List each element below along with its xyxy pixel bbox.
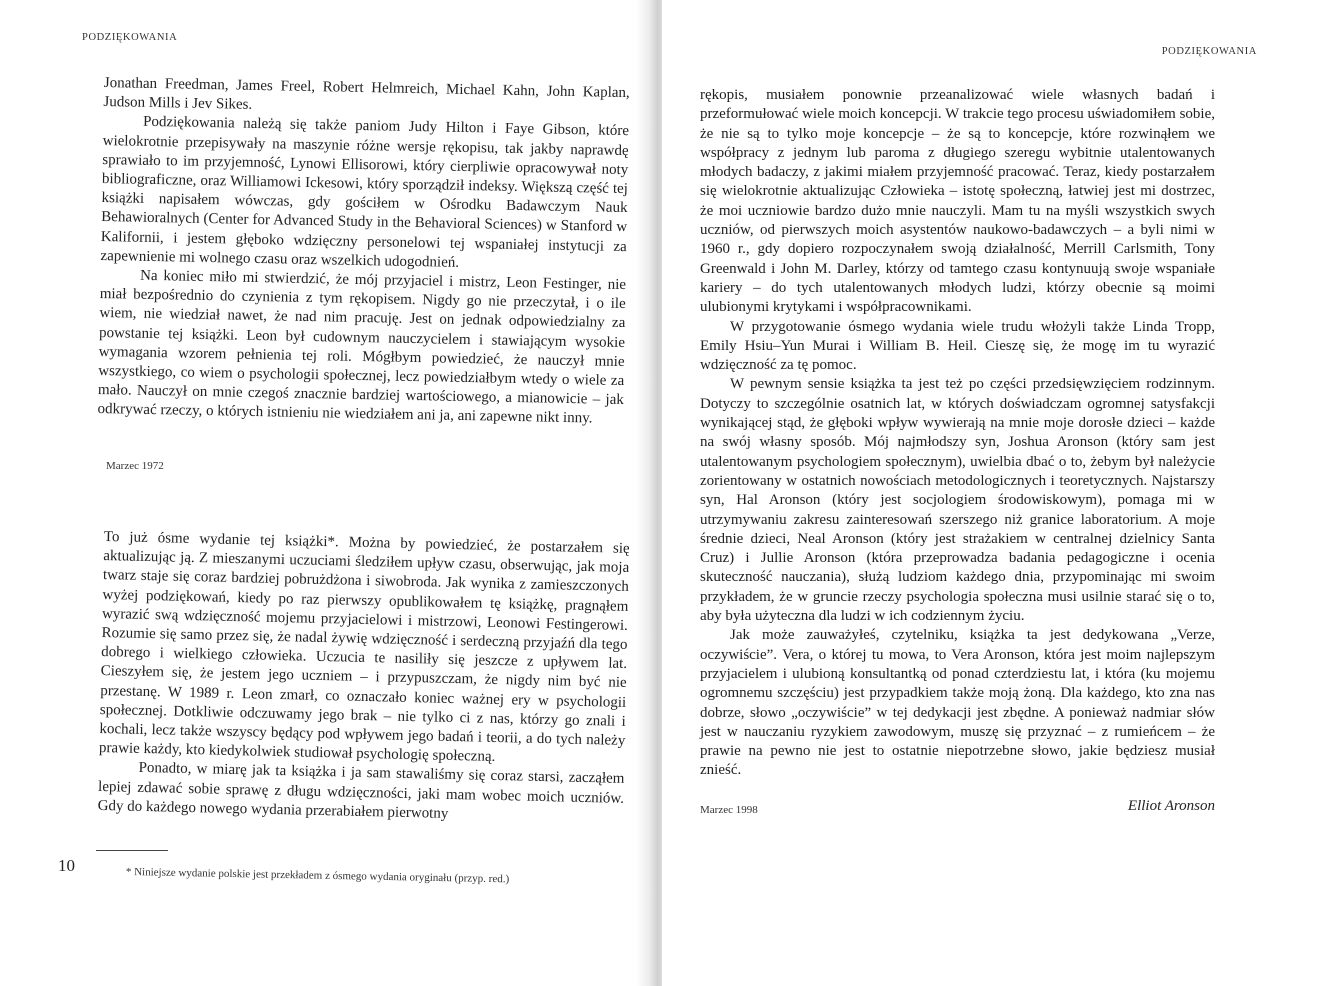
paragraph: rękopis, musiałem ponownie przeanalizować wiele własnych badań i przeformułować wiele moich koncepcji. W trakcie tego procesu uświadomiłem sobie, że nie są to tylko moje koncepcje – że są to koncepcje, które rozwinąłem we współpracy z jednym lub paroma z długiego szeregu wybitnie utalentowanych młodych badaczy, z jakimi miałem przyjemność pracować. Teraz, kiedy postarzałem się wielokrotnie aktualizując Człowieka – istotę społeczną, łatwiej jest mi dostrzec, że moi uczniowie bardzo dużo mnie nauczyli. Mam tu na myśli wszystkich swych uczniów, od pierwszych moich asystentów naukowo-badawczych – a byli nimi w 1960 r., gdy dopiero rozpoczynałem swoją działalność, Merrill Carlsmith, Tony Greenwald i John M. Darley, którzy od tamtego czasu kontynuują swoje wspaniałe kariery – do tych utalentowanych młodych ludzi, którzy obecnie są moimi ulubionymi krytykami i współpracownikami. xyxy=(700,87,1215,316)
paragraph: W przygotowanie ósmego wydania wiele trudu włożyli także Linda Tropp, Emily Hsiu–Yun Murai i William B. Heil. Cieszę się, że mogę im tu wyrazić wdzięczność za tę pomoc. xyxy=(700,318,1215,374)
acknowledgements-text-1998 xyxy=(97,528,629,828)
footnote: * Niniejsze wydanie polskie jest przekładem z ósmego wydania oryginału (przyp. red.) xyxy=(125,866,510,886)
running-head: PODZIĘKOWANIA xyxy=(1161,46,1257,57)
page-number: 10 xyxy=(58,856,75,875)
date-1998: Marzec 1998 xyxy=(700,804,758,816)
left-page xyxy=(0,0,650,986)
paragraph: Jak może zauważyłeś, czytelniku, książka ta jest dedykowana „Verze, oczywiście”. Vera, o której tu mowa, to Vera Aronson, która jest moim najlepszym przyjacielem i ulubioną konsultantką od ponad czterdziestu lat, i która (ku mojemu ogromnemu szczęściu) jest przypadkiem także moją żoną. Dla każdego, kto zna nas dobrze, słowo „oczywiście” w tej dedykacji jest zbędne. A ponieważ nadmiar słów jest w nauczaniu ryzykiem zawodowym, muszę się przyznać – z rumieńcem – że prawie na pewno nie jest to ostatnie niepotrzebne słowo, jakie będziesz musiał znieść. xyxy=(700,627,1215,779)
paragraph: Ponadto, w miarę jak ta książka i ja sam stawaliśmy się coraz starsi, zacząłem lepiej zdawać sobie sprawę z długu wdzięczności, jaki mam wobec moich uczniów. Gdy do każdego nowego wydania przerabiałem pierwotny xyxy=(97,760,625,822)
date-1972: Marzec 1972 xyxy=(106,460,164,472)
author-signature: Elliot Aronson xyxy=(1127,798,1215,814)
running-head: PODZIĘKOWANIA xyxy=(82,32,178,43)
paragraph: Podziękowania należą się także paniom Judy Hilton i Faye Gibson, które wielokrotnie przepisywały na maszynie różne wersje rękopisu, tak jakby naprawdę sprawiało to im przyjemność, Lynowi Ellisorowi, który cierpliwie opracowywał noty bibliograficzne, oraz Williamowi Ickesowi, który sporządził indeksy. Większą część tej książki napisałem wówczas, gdy gościłem w Ośrodku Badawczym Nauk Behawioralnych (Center for Advanced Study in the Behavioral Sciences) w Stanford w Kalifornii, i jestem głęboko wdzięczny personelowi tej wspaniałej instytucji za zapewnienie mi wolnego czasu oraz wszelkich udogodnień. xyxy=(100,114,630,271)
paragraph: To już ósme wydanie tej książki*. Można by powiedzieć, że postarzałem się aktualizując ją. Z mieszanymi uczuciami śledziłem upływ czasu, obserwując, jak moja twarz staje się coraz bardziej pobrużdżona i siwobroda. Jak wynika z zamieszczonych wyżej podziękowań, kiedy po raz pierwszy opublikowałem tę książkę, pragnąłem wyrazić swą wdzięczność mojemu przyjacielowi i mistrzowi, Leonowi Festingerowi. Rozumie się samo przez się, że nadal żywię wdzięczność i serdeczną przyjaźń dla tego dobrego i wielkiego człowieka. Uczucia te nasiliły się jeszcze z upływem lat. Cieszyłem się, że jestem jego uczniem – i przypuszczam, że nigdy nim być nie przestanę. W 1989 r. Leon zmarł, co oznaczało koniec ważnej ery w psychologii społecznej. Dotkliwie odczuwamy jego brak – nie tylko ci z nas, którzy go znali i kochali, lecz także wszyscy będący pod wpływem jego badań i teorii, a do tych należy prawie każdy, kto kiedykolwiek studiował psychologię społeczną. xyxy=(98,528,630,766)
acknowledgements-text-1972 xyxy=(97,74,630,430)
acknowledgements-text-continued xyxy=(700,86,1215,781)
paragraph: Na koniec miło mi stwierdzić, że mój przyjaciel i mistrz, Leon Festinger, nie miał bezpośrednio do czynienia z tym rękopisem. Nigdy go nie przeczytał, i o ile wiem, nie wiedział nawet, że nad nim pracuję. Jest on jednak odpowiedzialny za powstanie tej książki. Leon był cudownym nauczycielem i stawiającym wysokie wymagania wzorem pełnienia tej roli. Mógłbym powiedzieć, że nauczył mnie wszystkiego, co wiem o psychologii społecznej, lecz powiedziałbym wtedy o wiele za mało. Nauczył on mnie czegoś znacznie bardziej wartościowego, a mianowicie – jak odkrywać rzeczy, o których istnieniu nie wiedziałem ani ja, ani zapewne nikt inny. xyxy=(97,267,627,427)
paragraph: Jonathan Freedman, James Freel, Robert Helmreich, Michael Kahn, John Kaplan, Judson Mills i Jev Sikes. xyxy=(103,74,630,114)
paragraph: W pewnym sensie książka ta jest też po części przedsięwzięciem rodzinnym. Dotyczy to szczególnie osatnich lat, w których doświadczam ogromnej satysfakcji wynikającej stąd, że głęboki wpływ wywierają na mnie moje dorosłe dzieci – każde na swój własny sposób. Mój najmłodszy syn, Joshua Aronson (który sam jest utalentowanym psychologiem społecznym), uwielbia dbać o to, żebym był należycie zorientowany w ostatnich nowościach metodologicznych i teoretycznych. Najstarszy syn, Hal Aronson (który jest socjologiem środowiskowym), pomaga mi w utrzymywaniu zakresu zainteresowań szerszego niż granice laboratorium. A moje średnie dzieci, Neal Aronson (który jest strażakiem w centralnej dzielnicy Santa Cruz) i Jullie Aronson (która przeprowadza badania pedagogiczne i ocenia skuteczność nauczania), służą ludziom każdego dnia, przypominając mi swoim przykładem, że w gruncie rzeczy psychologia społeczna musi usilnie starać się o to, aby była użyteczna dla ludzi w ich codziennym życiu. xyxy=(700,376,1215,625)
footnote-rule xyxy=(96,850,168,851)
